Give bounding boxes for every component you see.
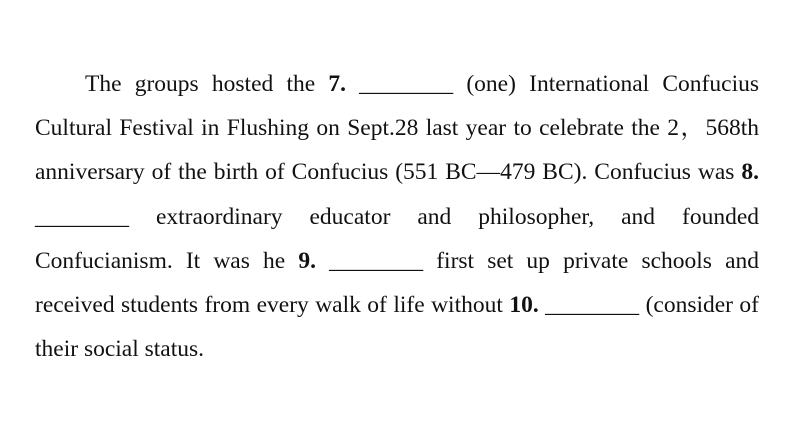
blank-8-line: ________ bbox=[35, 203, 156, 230]
blank-10-line: ________ bbox=[538, 292, 646, 319]
cloze-passage bbox=[35, 62, 759, 371]
passage-text: (consider of their social status. bbox=[35, 292, 760, 363]
passage-text: (one) International Confucius Cultural Festival in Flushing on Sept.28 last year to celebrate the 2，568th anniversary of the birth of Confucius (551 BC—479 BC). Confucius was bbox=[35, 71, 759, 186]
passage-text: first set up private schools and received students from every walk of life without bbox=[35, 247, 759, 319]
blank-7-line: ________ bbox=[345, 71, 467, 97]
blank-9-line: ________ bbox=[315, 247, 437, 274]
passage-text: The groups hosted the bbox=[85, 71, 329, 97]
blank-7-number: 7. bbox=[328, 71, 346, 97]
blank-8-number: 8. bbox=[741, 159, 759, 186]
blank-9-number: 9. bbox=[298, 247, 316, 274]
passage-text: extraordinary educator and philosopher, and founded Confucianism. It was he bbox=[35, 203, 760, 274]
blank-10-number: 10. bbox=[509, 292, 539, 319]
